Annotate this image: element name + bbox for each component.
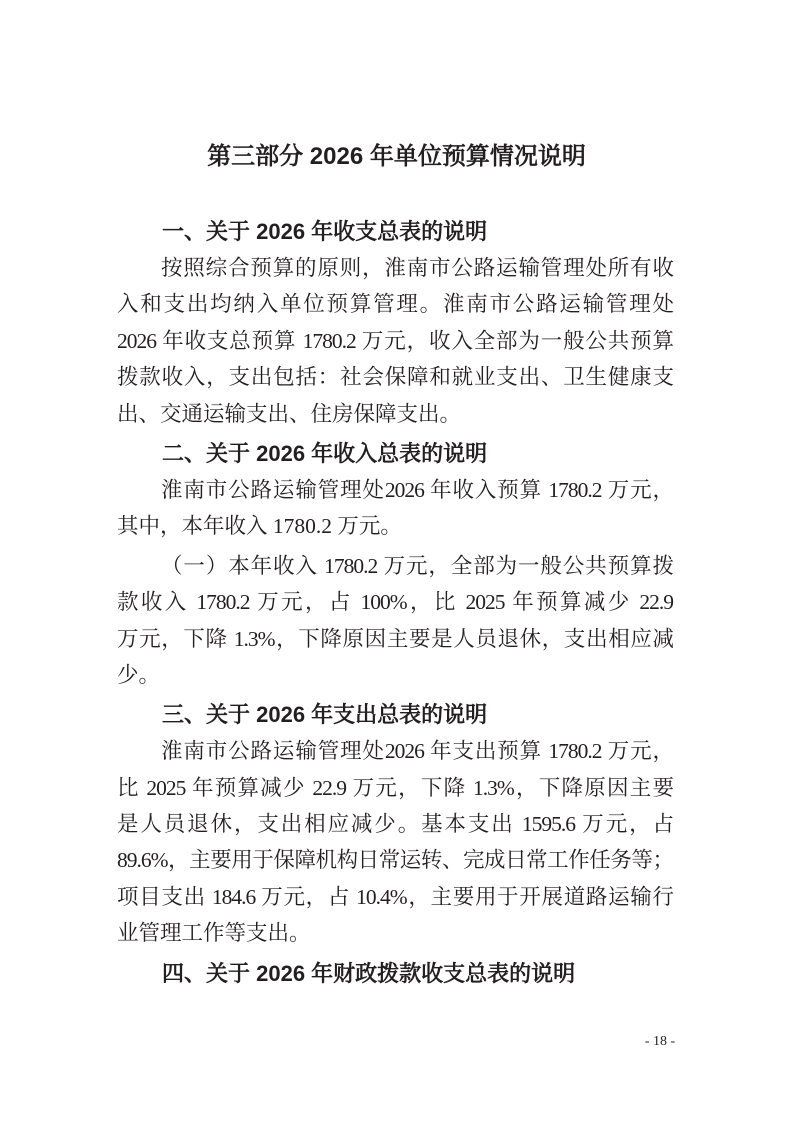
section-expenditure-summary xyxy=(117,697,673,951)
page-number: - 18 - xyxy=(644,1034,676,1049)
paragraph-line: 万元，下降 1.3%，下降原因主要是人员退休，支出相应减 xyxy=(117,626,673,651)
paragraph-line: 按照综合预算的原则，淮南市公路运输管理处所有收 xyxy=(161,256,673,280)
paragraph-line: 比 2025 年预算减少 22.9 万元，下降 1.3%，下降原因主要 xyxy=(117,775,673,800)
paragraph-line: 是人员退休，支出相应减少。基本支出 1595.6 万元，占 xyxy=(117,812,673,837)
section-income-summary xyxy=(117,436,673,693)
section-heading: 三、关于 2026 年支出总表的说明 xyxy=(162,702,488,728)
paragraph-line: 出、交通运输支出、住房保障支出。 xyxy=(117,401,462,426)
paragraph xyxy=(117,472,673,545)
paragraph-line: 业管理工作等支出。 xyxy=(117,921,311,946)
section-fiscal-appropriation-summary xyxy=(117,956,673,992)
document-body xyxy=(117,214,673,992)
paragraph-line: 89.6%，主要用于保障机构日常运转、完成日常工作任务等； xyxy=(117,848,673,873)
paragraph xyxy=(117,548,673,694)
paragraph-line: 少。 xyxy=(117,662,161,687)
page-title: 第三部分 2026 年单位预算情况说明 xyxy=(207,143,586,170)
paragraph-line: 拨款收入，支出包括：社会保障和就业支出、卫生健康支 xyxy=(117,365,673,390)
section-income-expenditure-summary xyxy=(117,214,673,432)
paragraph-line: 项目支出 184.6 万元，占 10.4%，主要用于开展道路运输行 xyxy=(117,884,673,909)
paragraph xyxy=(117,733,673,951)
paragraph-line: 淮南市公路运输管理处2026 年收入预算 1780.2 万元， xyxy=(161,477,673,502)
paragraph-line: （一）本年收入 1780.2 万元，全部为一般公共预算拨 xyxy=(161,553,673,578)
paragraph-line: 2026 年收支总预算 1780.2 万元，收入全部为一般公共预算 xyxy=(117,328,673,353)
paragraph-line: 款收入 1780.2 万元，占 100%，比 2025 年预算减少 22.9 xyxy=(117,590,673,615)
section-heading: 四、关于 2026 年财政拨款收支总表的说明 xyxy=(162,960,576,986)
paragraph xyxy=(117,250,673,432)
paragraph-line: 淮南市公路运输管理处2026 年支出预算 1780.2 万元， xyxy=(161,739,673,764)
section-heading: 二、关于 2026 年收入总表的说明 xyxy=(162,440,488,466)
paragraph-line: 其中，本年收入 1780.2 万元。 xyxy=(117,514,402,539)
section-heading: 一、关于 2026 年收支总表的说明 xyxy=(162,219,488,244)
paragraph-line: 入和支出均纳入单位预算管理。淮南市公路运输管理处 xyxy=(117,292,673,317)
